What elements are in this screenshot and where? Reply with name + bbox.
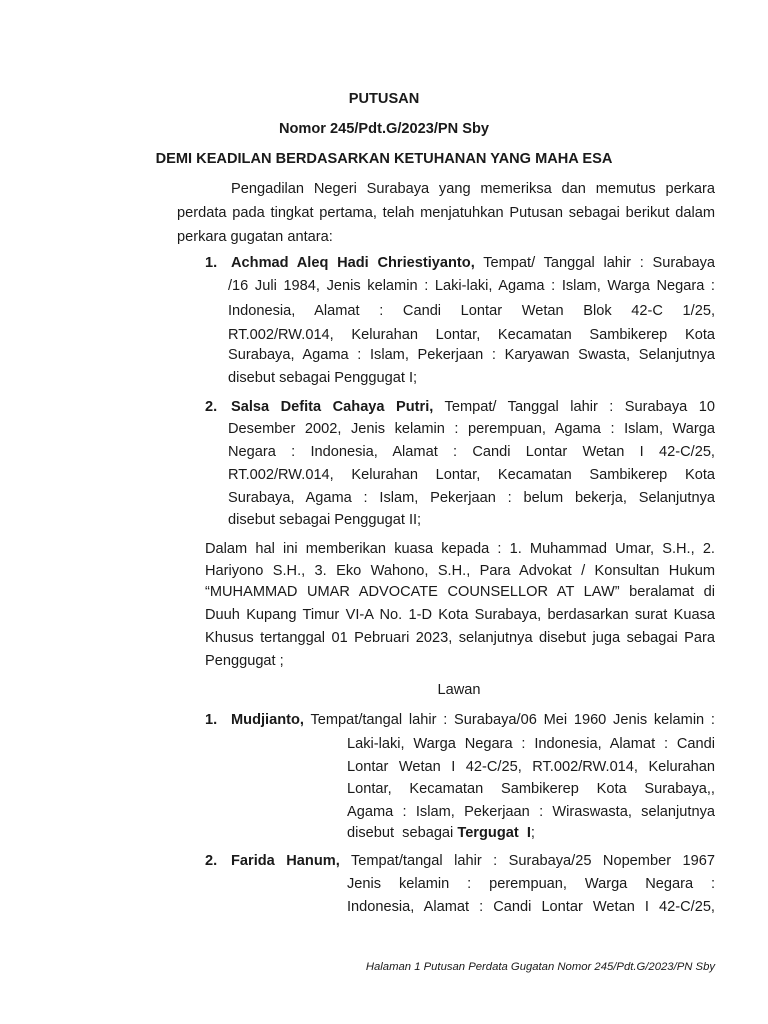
plaintiff-detail-line: Desember 2002, Jenis kelamin : perempuan, Agama : Islam, Warga: [228, 421, 715, 437]
defendant-number: 1.: [205, 712, 218, 728]
plaintiff-detail-line: /16 Juli 1984, Jenis kelamin : Laki-laki, Agama : Islam, Warga Negara :: [228, 278, 715, 294]
defendant-detail-line: Agama : Islam, Pekerjaan : Wiraswasta, selanjutnya: [347, 804, 715, 820]
plaintiff-detail-line: disebut sebagai Penggugat II;: [228, 512, 422, 528]
invocation-heading: DEMI KEADILAN BERDASARKAN KETUHANAN YANG MAHA ESA: [155, 151, 613, 167]
intro-line: perkara gugatan antara:: [177, 229, 333, 245]
defendant-designation-suffix: ;: [530, 825, 535, 841]
defendant-detail-line: Laki-laki, Warga Negara : Indonesia, Alamat : Candi: [347, 736, 715, 752]
plaintiff-detail-line: disebut sebagai Penggugat I;: [228, 370, 418, 386]
plaintiff-birth: Tempat/ Tanggal lahir : Surabaya 10: [444, 399, 715, 415]
defendant-first-line: [231, 710, 715, 730]
representation-line: Khusus tertanggal 01 Pebruari 2023, selanjutnya disebut juga sebagai Para: [205, 630, 715, 646]
intro-line: perdata pada tingkat pertama, telah menjatuhkan Putusan sebagai berikut dalam: [177, 205, 715, 221]
representation-line: Duuh Kupang Timur VI-A No. 1-D Kota Surabaya, berdasarkan surat Kuasa: [205, 607, 715, 623]
defendant-name: Mudjianto,: [231, 712, 304, 728]
defendant-designation-prefix: disebut sebagai: [347, 825, 458, 841]
defendant-detail-line: Indonesia, Alamat : Candi Lontar Wetan I 42-C/25,: [347, 899, 715, 915]
defendant-birth: Tempat/tangal lahir : Surabaya/25 Nopember 1967: [350, 853, 715, 869]
defendant-detail-line: [347, 823, 535, 843]
defendant-detail-line: Lontar, Kecamatan Sambikerep Kota Surabaya,,: [347, 781, 715, 797]
representation-line: Penggugat ;: [205, 653, 284, 669]
plaintiff-number: 2.: [205, 399, 218, 415]
plaintiff-name: Achmad Aleq Hadi Chriestiyanto,: [231, 255, 475, 271]
intro-line: Pengadilan Negeri Surabaya yang memeriksa dan memutus perkara: [231, 181, 715, 197]
representation-line: Dalam hal ini memberikan kuasa kepada : 1. Muhammad Umar, S.H., 2.: [205, 541, 715, 557]
page-footer: Halaman 1 Putusan Perdata Gugatan Nomor 245/Pdt.G/2023/PN Sby: [365, 961, 715, 973]
plaintiff-name: Salsa Defita Cahaya Putri,: [231, 399, 434, 415]
plaintiff-number: 1.: [205, 255, 218, 271]
plaintiff-detail-line: Indonesia, Alamat : Candi Lontar Wetan Blok 42-C 1/25,: [228, 303, 715, 319]
representation-line: “MUHAMMAD UMAR ADVOCATE COUNSELLOR AT LAW” beralamat di: [205, 584, 715, 600]
defendant-first-line: [231, 851, 715, 871]
versus-label: Lawan: [437, 682, 481, 698]
plaintiff-detail-line: RT.002/RW.014, Kelurahan Lontar, Kecamatan Sambikerep Kota: [228, 467, 715, 483]
plaintiff-first-line: [231, 397, 715, 417]
representation-line: Hariyono S.H., 3. Eko Wahono, S.H., Para Advokat / Konsultan Hukum: [205, 563, 715, 579]
defendant-number: 2.: [205, 853, 218, 869]
defendant-detail-line: Lontar Wetan I 42-C/25, RT.002/RW.014, Kelurahan: [347, 759, 715, 775]
case-number: Nomor 245/Pdt.G/2023/PN Sby: [278, 121, 490, 137]
plaintiff-detail-line: Negara : Indonesia, Alamat : Candi Lontar Wetan I 42-C/25,: [228, 444, 715, 460]
plaintiff-detail-line: Surabaya, Agama : Islam, Pekerjaan : belum bekerja, Selanjutnya: [228, 490, 715, 506]
defendant-birth: Tempat/tangal lahir : Surabaya/06 Mei 1960 Jenis kelamin :: [310, 712, 715, 728]
plaintiff-first-line: [231, 253, 715, 273]
plaintiff-detail-line: Surabaya, Agama : Islam, Pekerjaan : Karyawan Swasta, Selanjutnya: [228, 347, 715, 363]
defendant-detail-line: Jenis kelamin : perempuan, Warga Negara :: [347, 876, 715, 892]
plaintiff-detail-line: RT.002/RW.014, Kelurahan Lontar, Kecamatan Sambikerep Kota: [228, 327, 715, 343]
defendant-designation: Tergugat I: [457, 825, 531, 841]
defendant-name: Farida Hanum,: [231, 853, 340, 869]
document-title: PUTUSAN: [348, 91, 420, 107]
plaintiff-birth: Tempat/ Tanggal lahir : Surabaya: [483, 255, 715, 271]
